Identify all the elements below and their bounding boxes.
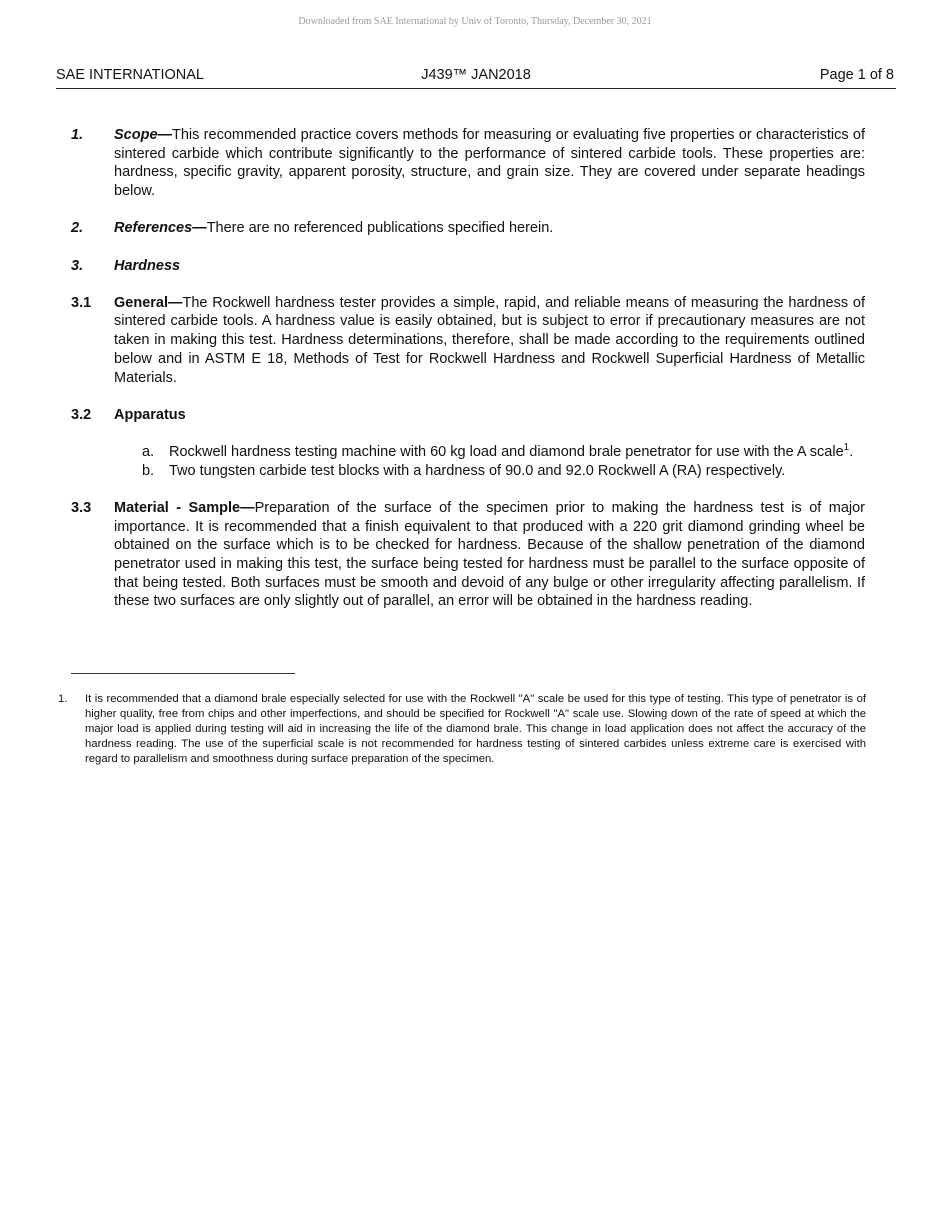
section-paragraph	[114, 219, 865, 238]
section-material-sample	[71, 499, 865, 611]
footnote	[58, 692, 866, 767]
list-item	[71, 443, 865, 462]
section-number: 3.3	[71, 499, 92, 516]
section-text: There are no referenced publications specified herein.	[206, 220, 554, 237]
footnote-text: It is recommended that a diamond brale especially selected for use with the Rockwell "A" scale be used for this type of testing. This type of penetrator is of higher quality, free from chips and other imperfections, and should be specified for Rockwell "A" scale use. Slowing down of the rate of speed at which the major load is applied during testing will aid in increasing the life of the diamond brale. This change in load application does not affect the accuracy of the hardness reading. The use of the superficial scale is not recommended for hardness testing of sintered carbides unless extreme care is exercised with regard to parallelism and smoothness during surface preparation of the specimen.	[85, 693, 866, 765]
download-watermark: Downloaded from SAE International by Univ of Toronto, Thursday, December 30, 2021	[298, 16, 652, 27]
section-references	[71, 219, 865, 238]
section-title: General—	[114, 294, 183, 311]
section-number: 1.	[71, 127, 84, 143]
section-title: Hardness	[114, 257, 181, 274]
section-title: Scope—	[114, 127, 173, 143]
section-paragraph	[114, 126, 865, 201]
section-scope	[71, 126, 865, 201]
header-publisher: SAE INTERNATIONAL	[56, 67, 204, 83]
section-title: Material - Sample—	[114, 499, 255, 516]
section-text: The Rockwell hardness tester provides a simple, rapid, and reliable means of measuring the hardness of sintered carbide tools. A hardness value is easily obtained, but is subject to error if precautionary measures are not taken in making this test. Hardness determinations, therefore, shall be made according to the requirements outlined below and in ASTM E 18, Methods of Test for Rockwell Hardness and Rockwell Superficial Hardness of Metallic Materials.	[114, 294, 865, 386]
section-title: Apparatus	[114, 406, 186, 423]
list-item-text: Two tungsten carbide test blocks with a hardness of 90.0 and 92.0 Rockwell A (RA) respectively.	[169, 462, 786, 479]
section-paragraph	[114, 406, 865, 425]
list-item-label: b.	[142, 462, 155, 479]
section-paragraph	[114, 499, 865, 611]
header-page-number: Page 1 of 8	[819, 67, 894, 83]
footnote-reference: 1	[843, 441, 850, 453]
section-number: 3.2	[71, 406, 92, 423]
section-number: 3.1	[71, 294, 92, 311]
section-paragraph	[114, 294, 865, 388]
section-text: This recommended practice covers methods for measuring or evaluating five properties or characteristics of sintered carbide which contribute significantly to the performance of sintered carbide tools. These properties are: hardness, specific gravity, apparent porosity, structure, and grain size. They are covered under separate headings below.	[114, 127, 865, 200]
footnote-number: 1.	[58, 693, 68, 705]
list-item-label: a.	[142, 443, 155, 460]
list-item-text: Rockwell hardness testing machine with 60 kg load and diamond brale penetrator for use with the A scale	[169, 443, 844, 460]
footnote-paragraph	[58, 692, 866, 767]
section-title: References—	[114, 220, 207, 237]
page-header	[56, 66, 896, 89]
header-document-id: J439™ JAN2018	[421, 67, 531, 83]
section-number: 3.	[71, 257, 84, 274]
document-body	[71, 126, 865, 630]
section-general	[71, 294, 865, 388]
apparatus-list	[71, 443, 865, 480]
list-item	[71, 462, 865, 481]
section-hardness	[71, 257, 865, 276]
section-paragraph	[114, 257, 865, 276]
section-apparatus	[71, 406, 865, 425]
list-item-tail: .	[849, 443, 854, 460]
footnote-divider	[71, 673, 295, 674]
section-text: Preparation of the surface of the specimen prior to making the hardness test is of major importance. It is recommended that a finish equivalent to that produced with a 220 grit diamond grinding wheel be obtained on the surface which is to be checked for hardness. Because of the shallow penetration of the diamond penetrator used in making this test, the surface being tested for hardness must be parallel to the surface opposite of that being tested. Both surfaces must be smooth and devoid of any bulge or other irregularity affecting parallelism. If these two surfaces are only slightly out of parallel, an error will be obtained in the hardness reading.	[114, 499, 865, 610]
section-number: 2.	[71, 220, 84, 237]
